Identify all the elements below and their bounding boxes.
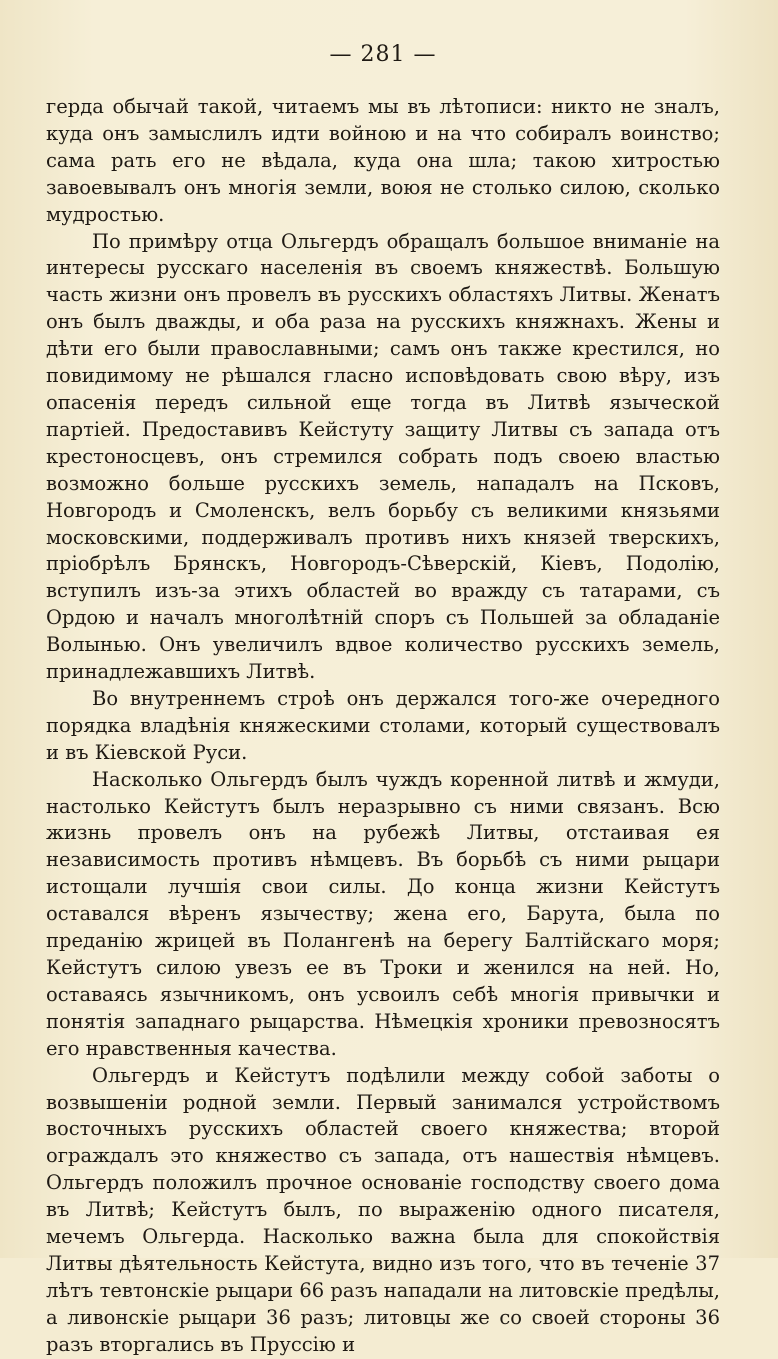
page-number: — 281 — <box>329 42 437 67</box>
paragraph: Во внутреннемъ строѣ онъ держался того-же очередного порядка владѣнія княжескими столами, который существовалъ и въ Кіевской Руси. <box>46 686 720 764</box>
paragraph: Ольгердъ и Кейстутъ подѣлили между собой заботы о возвышеніи родной земли. Первый занимался устройствомъ восточныхъ русскихъ областей своего княжества; второй ограждалъ это княжество съ запада, отъ нашествія нѣмцевъ. Ольгердъ положилъ прочное основаніе господству своего дома въ Литвѣ; Кейстутъ былъ, по выраженію одного писателя, мечемъ Ольгерда. Насколько важна была для спокойствія Литвы дѣятельность Кейстута, видно изъ того, что въ теченіе 37 лѣтъ тевтонскіе рыцари 66 разъ нападали на литовскіе предѣлы, а ливонскіе рыцари 36 разъ; литовцы же со своей стороны 36 разъ вторгались въ Пруссію и <box>46 1063 720 1356</box>
body-text <box>46 94 720 1359</box>
paragraph: Насколько Ольгердъ былъ чуждъ коренной литвѣ и жмуди, настолько Кейстутъ былъ неразрывно съ ними связанъ. Всю жизнь провелъ онъ на рубежѣ Литвы, отстаивая ея независимость противъ нѣмцевъ. Въ борьбѣ съ ними рыцари истощали лучшія свои силы. До конца жизни Кейстутъ оставался вѣренъ язычеству; жена его, Барута, была по преданію жрицей въ Полангенѣ на берегу Балтійскаго моря; Кейстутъ силою увезъ ее въ Троки и женился на ней. Но, оставаясь язычникомъ, онъ усвоилъ себѣ многія привычки и понятія западнаго рыцарства. Нѣмецкія хроники превозносятъ его нравственныя качества. <box>46 767 720 1060</box>
paragraph: По примѣру отца Ольгердъ обращалъ большое вниманіе на интересы русскаго населенія въ своемъ княжествѣ. Большую часть жизни онъ провелъ въ русскихъ областяхъ Литвы. Женатъ онъ былъ дважды, и оба раза на русскихъ княжнахъ. Жены и дѣти его были православными; самъ онъ также крестился, но повидимому не рѣшался гласно исповѣдовать свою вѣру, изъ опасенія передъ сильной еще тогда въ Литвѣ языческой партіей. Предоставивъ Кейстуту защиту Литвы съ запада отъ крестоносцевъ, онъ стремился собрать подъ своею властью возможно больше русскихъ земель, нападалъ на Псковъ, Новгородъ и Смоленскъ, велъ борьбу съ великими князьями московскими, поддерживалъ противъ нихъ князей тверскихъ, пріобрѣлъ Брянскъ, Новгородъ-Сѣверскій, Кіевъ, Подолію, вступилъ изъ-за этихъ областей во вражду съ татарами, съ Ордою и началъ многолѣтній споръ съ Польшей за обладаніе Волынью. Онъ увеличилъ вдвое количество русскихъ земель, принадлежавшихъ Литвѣ. <box>46 229 720 684</box>
paragraph-continuation: герда обычай такой, читаемъ мы въ лѣтописи: никто не зналъ, куда онъ замыслилъ идти войною и на что собиралъ воинство; сама рать его не вѣдала, куда она шла; такою хитростью завоевывалъ онъ многія земли, воюя не столько силою, сколько мудростью. <box>46 95 720 226</box>
